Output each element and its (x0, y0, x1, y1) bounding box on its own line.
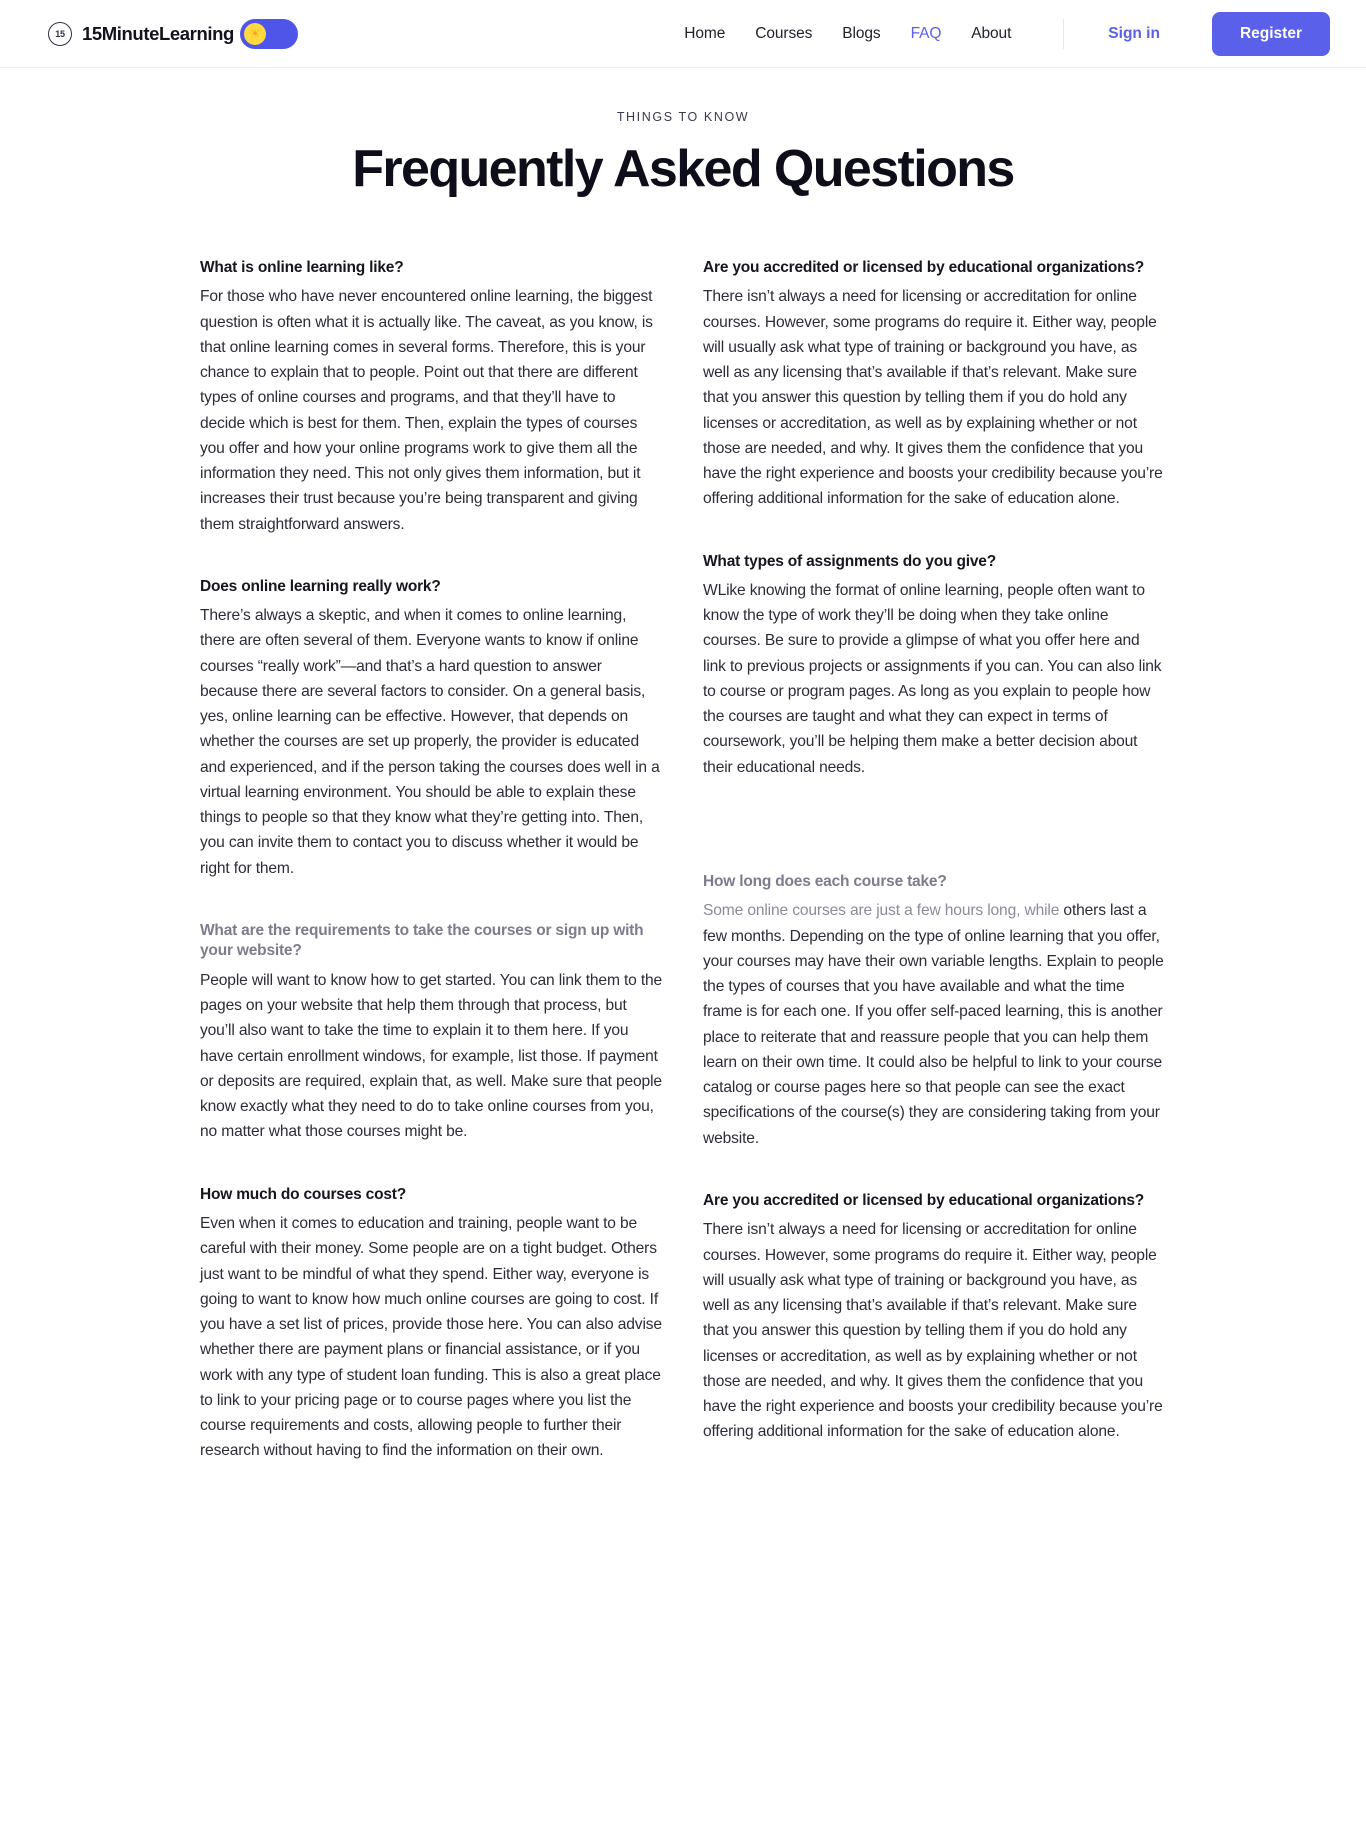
faq-grid (200, 258, 1166, 1504)
faq-question: Are you accredited or licensed by educational organizations? (703, 1191, 1145, 1209)
column-spacer (703, 820, 1166, 872)
faq-question: How long does each course take? (703, 872, 947, 890)
faq-item (703, 872, 1166, 1151)
nav-divider (1063, 19, 1064, 49)
sun-icon: ☀ (244, 23, 266, 45)
faq-item (200, 258, 663, 537)
faq-item (703, 258, 1166, 512)
faq-answer-rest: others last a few months. Depending on the type of online learning that you offer, your courses may have their own variable lengths. Explain to people the types of courses that you have available and what the time frame is for each one. If you offer self-paced learning, this is another place to reiterate that and reassure people that you can help them learn on their own time. It could also be helpful to link to your course catalog or course pages here so that people can see the exact specifications of the course(s) they are considering taking from your website. (703, 902, 1164, 1147)
faq-answer: WLike knowing the format of online learning, people often want to know the type of work they’ll be doing when they take online courses. Be sure to provide a glimpse of what you offer here and link to previous projects or assignments if you can. You can also link to course or program pages. As long as you explain to people how the courses are taught and what they can expect in terms of coursework, you’ll be helping them make a better decision about their educational needs. (703, 581, 1162, 776)
brand-name: 15MinuteLearning (82, 22, 234, 44)
sign-in-link[interactable]: Sign in (1108, 24, 1160, 42)
page-title: Frequently Asked Questions (352, 140, 1014, 198)
faq-answer-lead: Some online courses are just a few hours long, while (703, 902, 1060, 920)
faq-column-left (200, 258, 663, 1504)
faq-question: How much do courses cost? (200, 1185, 407, 1203)
faq-answer: There isn’t always a need for licensing or accreditation for online courses. However, some programs do require it. Either way, people will usually ask what type of training or background you have, as well as any licensing that’s available if that’s relevant. Make sure that you answer this question by telling them if you do hold any licenses or accreditation, as well as by explaining whether or not those are needed, and why. It gives them the confidence that you have the right experience and boosts your credibility because you’re offering additional information for the sake of education alone. (703, 1221, 1163, 1441)
faq-item (703, 1191, 1166, 1445)
faq-question: Are you accredited or licensed by educational organizations? (703, 258, 1145, 276)
faq-item (200, 921, 663, 1145)
faq-question: What are the requirements to take the courses or sign up with your website? (200, 921, 644, 960)
faq-item (200, 577, 663, 881)
faq-item (703, 552, 1166, 780)
faq-item (200, 1185, 663, 1464)
faq-answer (703, 898, 1166, 1151)
nav-item-home[interactable]: Home (684, 24, 726, 42)
faq-answer: For those who have never encountered online learning, the biggest question is often what it is actually like. The caveat, as you know, is that online learning comes in several forms. Therefore, this is your chance to explain that to people. Point out that there are different types of online courses and programs, and that they’ll have to decide which is best for them. Then, explain the types of courses you offer and how your online programs work to give them all the information they need. This not only gives them information, but it increases their trust because you’re being transparent and giving them straightforward answers. (200, 288, 653, 533)
brand-logo[interactable] (48, 22, 234, 46)
nav-item-faq[interactable]: FAQ (910, 24, 942, 42)
faq-question: Does online learning really work? (200, 577, 441, 595)
register-button[interactable]: Register (1212, 12, 1330, 56)
hero-section (0, 68, 1366, 200)
faq-answer: People will want to know how to get started. You can link them to the pages on your website that help them through that process, but you’ll also want to take the time to explain it to them here. If you have certain enrollment windows, for example, list those. If payment or deposits are required, explain that, as well. Make sure that people know exactly what they need to do to take online courses from you, no matter what those courses might be. (200, 971, 663, 1141)
faq-column-right (703, 258, 1166, 1504)
logo-icon: 15 (48, 22, 72, 46)
faq-question: What is online learning like? (200, 258, 404, 276)
nav-item-blogs[interactable]: Blogs (842, 24, 881, 42)
nav-item-courses[interactable]: Courses (755, 24, 813, 42)
faq-answer: There’s always a skeptic, and when it comes to online learning, there are often several of them. Everyone wants to know if online courses “really work”—and that’s a hard question to answer because there are several factors to consider. On a general basis, yes, online learning can be effective. However, that depends on whether the courses are set up properly, the provider is educated and experienced, and if the person taking the courses does well in a virtual learning environment. You should be able to explain these things to people so that they know what they’re getting into. Then, you can invite them to contact you to discuss whether it would be right for them. (200, 607, 660, 877)
faq-answer: Even when it comes to education and training, people want to be careful with their money. Some people are on a tight budget. Others just want to be mindful of what they spend. Either way, everyone is going to want to know how much online courses are going to cost. If you have a set list of prices, provide those here. You can also advise whether there are payment plans or financial assistance, or if you work with any type of student loan funding. This is also a great place to link to your pricing page or to course pages where you list the course requirements and costs, allowing people to further their research without having to find the information on their own. (200, 1215, 662, 1460)
theme-toggle[interactable] (240, 19, 298, 49)
hero-eyebrow: THINGS TO KNOW (616, 110, 750, 124)
faq-section (0, 200, 1366, 1564)
main-nav (684, 12, 1330, 56)
faq-answer: There isn’t always a need for licensing or accreditation for online courses. However, some programs do require it. Either way, people will usually ask what type of training or background you have, as well as any licensing that’s available if that’s relevant. Make sure that you answer this question by telling them if you do hold any licenses or accreditation, as well as by explaining whether or not those are needed, and why. It gives them the confidence that you have the right experience and boosts your credibility because you’re offering additional information for the sake of education alone. (703, 288, 1163, 508)
site-header (0, 0, 1366, 68)
faq-question: What types of assignments do you give? (703, 552, 996, 570)
nav-item-about[interactable]: About (971, 24, 1012, 42)
